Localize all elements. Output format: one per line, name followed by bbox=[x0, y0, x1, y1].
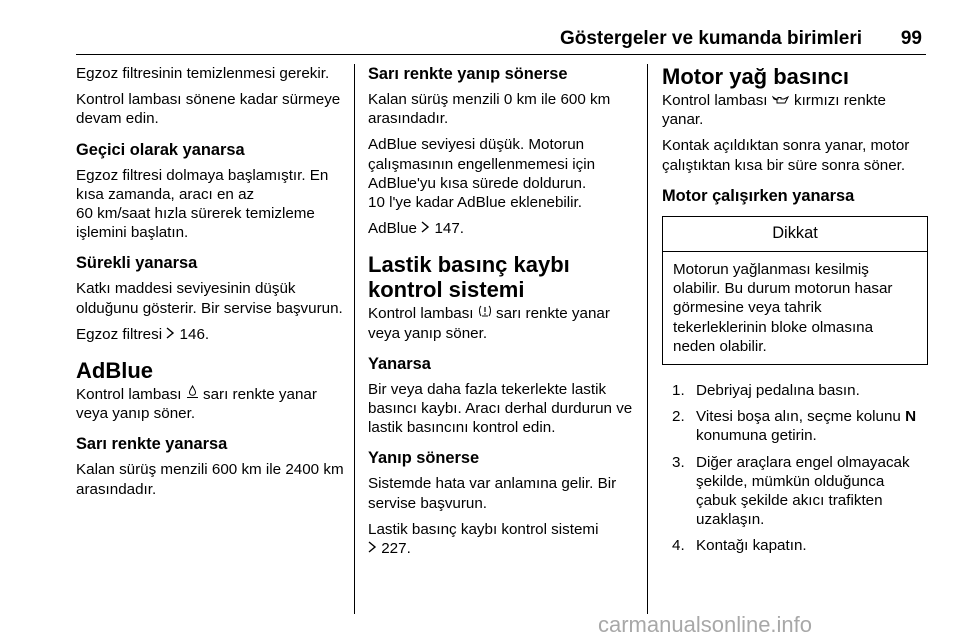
paragraph: Kontrol lambası sönene kadar sürmeye devam edin. bbox=[76, 91, 341, 128]
page-title: Göstergeler ve kumanda birimleri bbox=[559, 28, 862, 49]
reference-paragraph: AdBlue 147. bbox=[368, 220, 464, 238]
page-header bbox=[76, 28, 926, 55]
paragraph: Sistemde hata var anlamına gelir. Bir servise başvurun. bbox=[368, 475, 617, 512]
list-item: 4. Kontağı kapatın. bbox=[672, 537, 807, 555]
page-reference[interactable]: 147. bbox=[434, 220, 464, 238]
paragraph: Kontrol lambası kırmızı renkte yanar. bbox=[662, 92, 886, 129]
adblue-icon bbox=[186, 385, 199, 404]
arrow-right-icon bbox=[166, 325, 175, 344]
reference-paragraph: Egzoz filtresi 146. bbox=[76, 325, 210, 343]
heading-sari: Sarı renkte yanarsa bbox=[76, 435, 228, 454]
heading-gecici: Geçici olarak yanarsa bbox=[76, 140, 245, 159]
heading-adblue: AdBlue bbox=[76, 358, 153, 384]
heading-yanip: Yanıp sönerse bbox=[368, 449, 480, 468]
heading-yanarsa: Yanarsa bbox=[368, 354, 431, 373]
arrow-right-icon bbox=[421, 219, 430, 238]
warning-text: Motorun yağlanması kesilmiş olabilir. Bu durum motorun hasar görmesine veya tahrik tekerleklerinin bloke olmasına neden olabilir. bbox=[673, 261, 893, 355]
warning-title: Dikkat bbox=[663, 217, 927, 252]
list-item: 1. Debriyaj pedalına basın. bbox=[672, 382, 860, 400]
arrow-right-icon bbox=[368, 539, 377, 558]
paragraph: Bir veya daha fazla tekerlekte lastik basıncı kaybı. Aracı derhal durdurun ve lastik basıncını kontrol edin. bbox=[368, 380, 633, 437]
list-item: 3. Diğer araçlara engel olmayacak şekilde, mümkün olduğunca çabuk şekilde akıcı trafikten uzaklaşın. bbox=[672, 453, 910, 529]
page-number: 99 bbox=[900, 28, 922, 49]
heading-motor: Motor yağ basıncı bbox=[662, 64, 850, 89]
paragraph: Kalan sürüş menzili 600 km ile 2400 km arasındadır. bbox=[76, 461, 344, 498]
paragraph: Kalan sürüş menzili 0 km ile 600 km arasındadır. bbox=[368, 91, 611, 128]
paragraph: Egzoz filtresi dolmaya başlamıştır. En kısa zamanda, aracı en az 60 km/saat hızla sürerek temizleme işlemini başlatın. bbox=[76, 166, 329, 242]
reference-paragraph: Lastik basınç kaybı kontrol sistemi 227. bbox=[368, 520, 599, 558]
paragraph: Kontrol lambası sarı renkte yanar veya yanıp söner. bbox=[76, 386, 317, 423]
column-left bbox=[76, 64, 348, 506]
heading-calisirken: Motor çalışırken yanarsa bbox=[662, 186, 855, 205]
paragraph: Egzoz filtresinin temizlenmesi gerekir. bbox=[76, 65, 330, 82]
paragraph: Kontak açıldıktan sonra yanar, motor çalıştıktan kısa bir süre sonra söner. bbox=[662, 137, 910, 174]
heading-surekli: Sürekli yanarsa bbox=[76, 254, 198, 273]
warning-box bbox=[662, 216, 928, 365]
list-item: 2. Vitesi boşa alın, seçme kolunu N konumuna getirin. bbox=[672, 408, 917, 445]
heading-lastik: Lastik basınç kaybı kontrol sistemi bbox=[368, 252, 570, 303]
paragraph: AdBlue seviyesi düşük. Motorun çalışmasının engellenmemesi için AdBlue'yu kısa sürede doldurun. 10 l'ye kadar AdBlue eklenebilir. bbox=[368, 136, 596, 212]
oil-can-icon bbox=[772, 91, 790, 110]
column-middle bbox=[368, 64, 636, 565]
page-reference[interactable]: 227. bbox=[381, 540, 411, 558]
step-list bbox=[662, 381, 928, 556]
watermark: carmanualsonline.info bbox=[598, 612, 813, 637]
paragraph: Katkı maddesi seviyesinin düşük olduğunu gösterir. Bir servise başvurun. bbox=[76, 280, 343, 317]
column-divider bbox=[647, 64, 648, 614]
paragraph: Kontrol lambası sarı renkte yanar veya yanıp söner. bbox=[368, 305, 610, 342]
column-right bbox=[662, 64, 928, 563]
column-divider bbox=[354, 64, 355, 614]
heading-sari-yanip: Sarı renkte yanıp sönerse bbox=[368, 65, 568, 83]
page-reference[interactable]: 146. bbox=[179, 325, 210, 343]
tire-pressure-icon bbox=[478, 304, 492, 323]
